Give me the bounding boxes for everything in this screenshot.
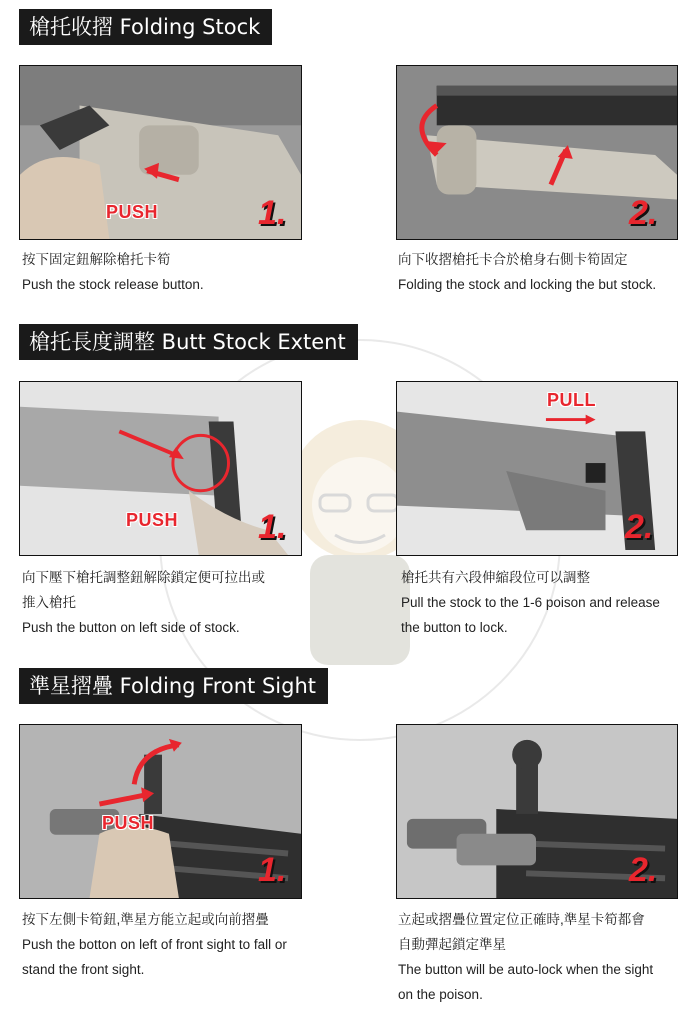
photo-folding-stock-step-2 (396, 65, 678, 240)
caption-en: the button to lock. (401, 620, 508, 635)
caption-zh: 立起或摺疊位置定位正確時,準星卡筍都會 (398, 912, 645, 927)
caption-butt-stock-step-2 (401, 565, 700, 640)
photo-folding-stock-step-1 (19, 65, 302, 240)
section-title-butt-stock-extent: 槍托長度調整 Butt Stock Extent (19, 324, 358, 360)
step-number: 2. (629, 194, 658, 232)
caption-en: Push the button on left side of stock. (22, 620, 240, 635)
caption-front-sight-step-2 (398, 907, 698, 1007)
section-title-folding-front-sight: 準星摺疊 Folding Front Sight (19, 668, 328, 704)
caption-folding-stock-step-1 (22, 247, 322, 297)
caption-en: stand the front sight. (22, 962, 145, 977)
caption-folding-stock-step-2 (398, 247, 698, 297)
push-callout: PUSH (106, 202, 159, 222)
step-number: 2. (625, 508, 654, 546)
step-number: 1. (258, 194, 287, 232)
step-number: 1. (258, 851, 287, 889)
caption-front-sight-step-1 (22, 907, 322, 982)
caption-zh: 推入槍托 (22, 595, 76, 610)
caption-butt-stock-step-1 (22, 565, 322, 640)
section-title-folding-stock: 槍托收摺 Folding Stock (19, 9, 272, 45)
caption-en: The button will be auto-lock when the sight (398, 962, 654, 977)
caption-zh: 槍托共有六段伸縮段位可以調整 (401, 570, 590, 585)
photo-front-sight-step-2 (396, 724, 678, 899)
caption-zh: 向下收摺槍托卡合於槍身右側卡筍固定 (398, 252, 628, 267)
push-callout: PUSH (126, 510, 179, 530)
caption-zh: 向下壓下槍托調整鈕解除鎖定便可拉出或 (22, 570, 265, 585)
caption-zh: 按下固定鈕解除槍托卡筍 (22, 252, 171, 267)
photo-front-sight-step-1 (19, 724, 302, 899)
photo-butt-stock-step-2 (396, 381, 678, 556)
caption-zh: 按下左側卡筍鈕,準星方能立起或向前摺疊 (22, 912, 269, 927)
caption-en: Push the stock release button. (22, 277, 204, 292)
caption-en: Folding the stock and locking the but stock. (398, 277, 657, 292)
push-callout: PUSH (102, 813, 155, 833)
step-number: 1. (258, 508, 287, 546)
caption-en: Push the botton on left of front sight to fall or (22, 937, 287, 952)
caption-en: Pull the stock to the 1-6 poison and release (401, 595, 660, 610)
step-number: 2. (629, 851, 658, 889)
pull-callout: PULL (547, 390, 596, 410)
caption-en: on the poison. (398, 987, 483, 1002)
caption-zh: 自動彈起鎖定準星 (398, 937, 506, 952)
photo-butt-stock-step-1 (19, 381, 302, 556)
